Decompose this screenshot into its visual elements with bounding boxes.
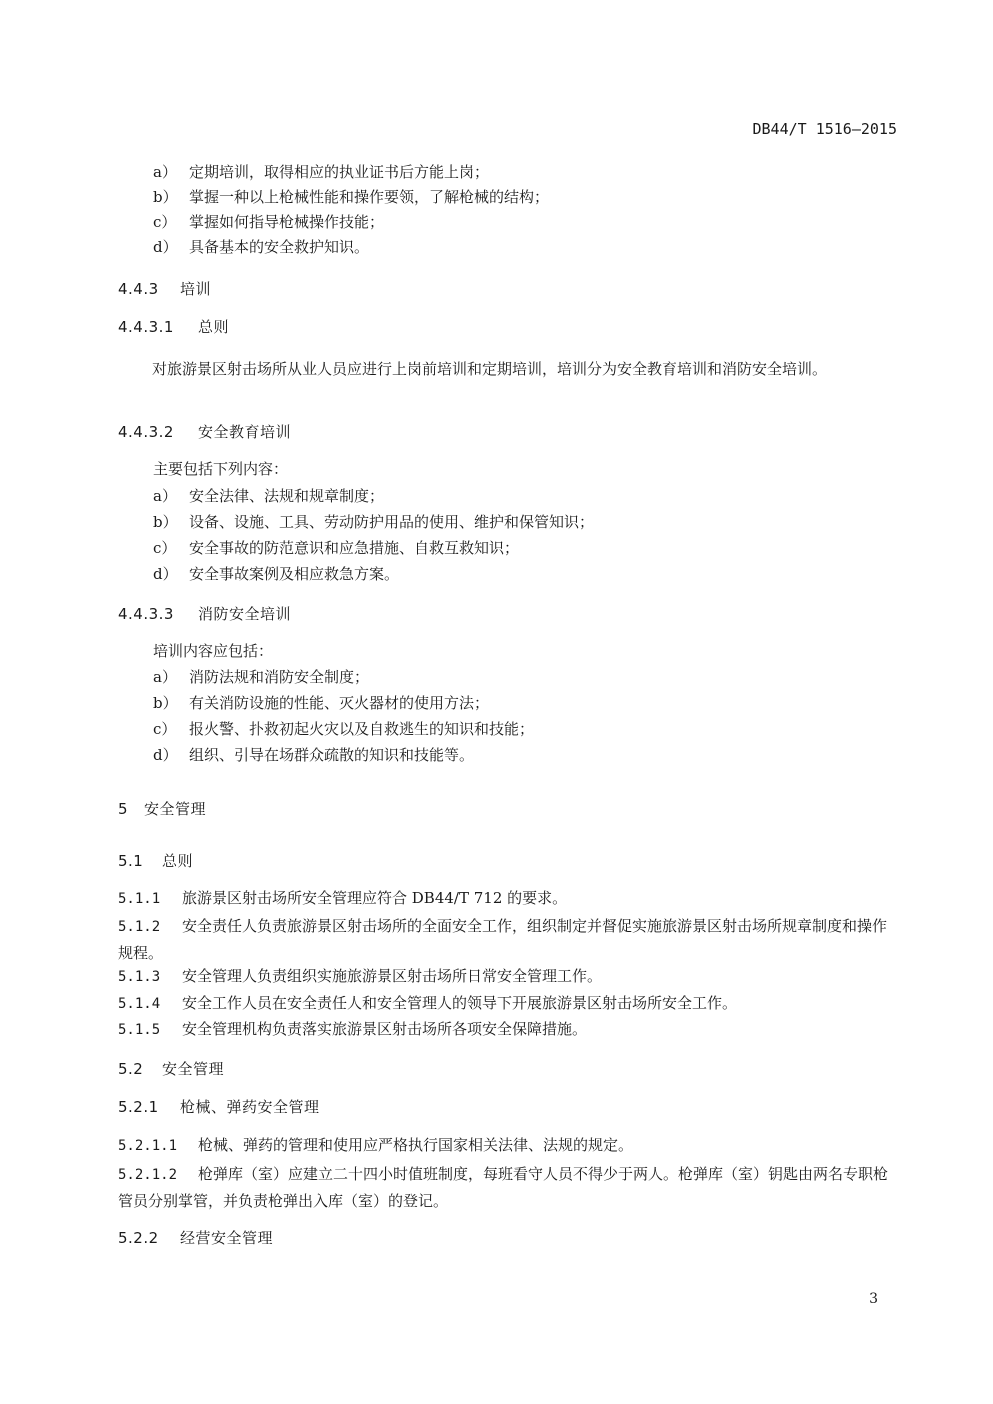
list-item xyxy=(153,667,369,687)
heading-5-2-1 xyxy=(118,1097,320,1117)
list-item xyxy=(153,693,489,713)
list-marker: b） xyxy=(153,513,178,531)
clause-text: 安全管理人负责组织实施旅游景区射击场所日常安全管理工作。 xyxy=(182,967,603,985)
list-text: 组织、引导在场群众疏散的知识和技能等。 xyxy=(189,746,475,764)
heading-title: 安全管理 xyxy=(144,800,207,818)
clause-item xyxy=(118,1019,587,1040)
heading-number: 5.2.1 xyxy=(118,1098,159,1116)
clause-number: 5.1.1 xyxy=(118,891,161,907)
list-item xyxy=(153,212,384,232)
heading-number: 5.1 xyxy=(118,852,144,870)
list-intro: 主要包括下列内容： xyxy=(153,460,289,478)
clause-number: 5.1.5 xyxy=(118,1022,161,1038)
heading-title: 安全教育培训 xyxy=(198,423,292,441)
list-text: 定期培训，取得相应的执业证书后方能上岗； xyxy=(189,163,490,181)
paragraph-training-general: 对旅游景区射击场所从业人员应进行上岗前培训和定期培训，培训分为安全教育培训和消防安全培训。 xyxy=(152,360,828,378)
clause-item xyxy=(118,1135,633,1156)
heading-5-2 xyxy=(118,1059,224,1079)
list-text: 安全法律、法规和规章制度； xyxy=(189,487,385,505)
heading-4-4-3 xyxy=(118,279,211,299)
list-item xyxy=(153,237,369,257)
heading-5-2-2 xyxy=(118,1228,273,1248)
clause-number: 5.1.3 xyxy=(118,969,161,985)
list-item xyxy=(153,538,519,558)
list-marker: b） xyxy=(153,694,178,712)
heading-number: 4.4.3 xyxy=(118,280,159,298)
heading-title: 培训 xyxy=(180,280,212,298)
heading-number: 4.4.3.1 xyxy=(118,318,174,336)
list-marker: d） xyxy=(153,746,178,764)
heading-title: 枪械、弹药安全管理 xyxy=(180,1098,320,1116)
list-text: 掌握如何指导枪械操作技能； xyxy=(189,213,385,231)
heading-number: 4.4.3.3 xyxy=(118,605,174,623)
list-marker: a） xyxy=(153,487,177,505)
heading-4-4-3-1 xyxy=(118,317,229,337)
heading-number: 4.4.3.2 xyxy=(118,423,174,441)
clause-number: 5.2.1.1 xyxy=(118,1138,178,1154)
list-text: 安全事故案例及相应救急方案。 xyxy=(189,565,400,583)
heading-5 xyxy=(118,799,206,819)
list-marker: a） xyxy=(153,668,177,686)
list-text: 安全事故的防范意识和应急措施、自救互救知识； xyxy=(189,539,520,557)
list-item xyxy=(153,745,474,765)
list-marker: d） xyxy=(153,565,178,583)
clause-text: 安全管理机构负责落实旅游景区射击场所各项安全保障措施。 xyxy=(182,1020,588,1038)
clause-item xyxy=(118,993,737,1014)
heading-title: 总则 xyxy=(198,318,230,336)
list-item xyxy=(153,564,399,584)
clause-number: 5.2.1.2 xyxy=(118,1167,178,1183)
clause-text: 枪械、弹药的管理和使用应严格执行国家相关法律、法规的规定。 xyxy=(198,1136,634,1154)
list-item xyxy=(153,187,549,207)
clause-item xyxy=(118,913,898,966)
list-text: 有关消防设施的性能、灭火器材的使用方法； xyxy=(189,694,490,712)
heading-4-4-3-2 xyxy=(118,422,291,442)
heading-number: 5.2 xyxy=(118,1060,144,1078)
list-text: 消防法规和消防安全制度； xyxy=(189,668,370,686)
clause-text: 旅游景区射击场所安全管理应符合 DB44/T 712 的要求。 xyxy=(182,889,568,907)
list-marker: d） xyxy=(153,238,178,256)
list-item xyxy=(153,162,489,182)
clause-item xyxy=(118,888,567,909)
heading-title: 经营安全管理 xyxy=(180,1229,274,1247)
list-marker: c） xyxy=(153,539,177,557)
list-text: 设备、设施、工具、劳动防护用品的使用、维护和保管知识； xyxy=(189,513,595,531)
list-item xyxy=(153,719,534,739)
heading-title: 总则 xyxy=(162,852,194,870)
list-item xyxy=(153,486,384,506)
heading-number: 5.2.2 xyxy=(118,1229,159,1247)
list-text: 报火警、扑救初起火灾以及自救逃生的知识和技能； xyxy=(189,720,535,738)
clause-text: 枪弹库（室）应建立二十四小时值班制度，每班看守人员不得少于两人。枪弹库（室）钥匙由两名专职枪管员分别掌管，并负责枪弹出入库（室）的登记。 xyxy=(118,1165,889,1210)
heading-5-1 xyxy=(118,851,193,871)
document-code: DB44/T 1516—2015 xyxy=(752,120,897,138)
clause-text: 安全责任人负责旅游景区射击场所的全面安全工作，组织制定并督促实施旅游景区射击场所规章制度和操作规程。 xyxy=(118,917,888,962)
clause-item xyxy=(118,1161,898,1214)
list-intro: 培训内容应包括： xyxy=(153,642,274,660)
heading-4-4-3-3 xyxy=(118,604,291,624)
heading-title: 消防安全培训 xyxy=(198,605,292,623)
list-marker: c） xyxy=(153,213,177,231)
clause-text: 安全工作人员在安全责任人和安全管理人的领导下开展旅游景区射击场所安全工作。 xyxy=(182,994,738,1012)
list-marker: a） xyxy=(153,163,177,181)
list-marker: c） xyxy=(153,720,177,738)
list-marker: b） xyxy=(153,188,178,206)
list-text: 掌握一种以上枪械性能和操作要领，了解枪械的结构； xyxy=(189,188,550,206)
clause-number: 5.1.2 xyxy=(118,919,161,935)
list-text: 具备基本的安全救护知识。 xyxy=(189,238,370,256)
page-number: 3 xyxy=(869,1291,878,1307)
clause-number: 5.1.4 xyxy=(118,996,161,1012)
clause-item xyxy=(118,966,602,987)
heading-number: 5 xyxy=(118,800,129,818)
list-item xyxy=(153,512,594,532)
heading-title: 安全管理 xyxy=(162,1060,225,1078)
